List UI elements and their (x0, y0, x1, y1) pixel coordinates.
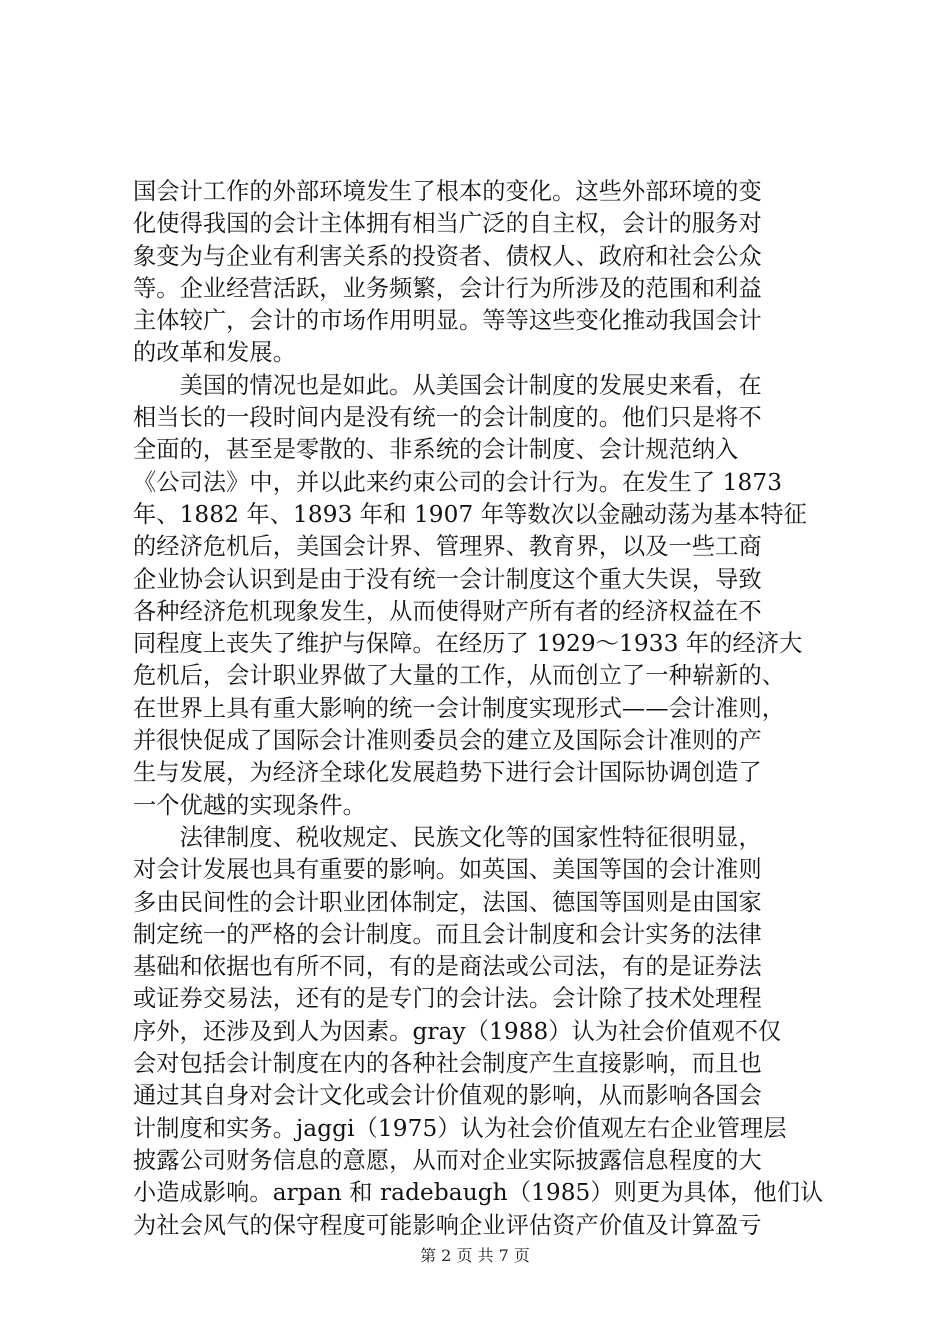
text-line: 计制度和实务。jaggi（1975）认为社会价值观左右企业管理层 (133, 1114, 787, 1142)
text-line: 化使得我国的会计主体拥有相当广泛的自主权，会计的服务对 (133, 210, 762, 238)
text-line: 企业协会认识到是由于没有统一会计制度这个重大失误，导致 (133, 565, 762, 593)
text-line: 各种经济危机现象发生，从而使得财产所有者的经济权益在不 (133, 597, 762, 625)
text-line: 国会计工作的外部环境发生了根本的变化。这些外部环境的变 (133, 178, 762, 205)
text-line: 制定统一的严格的会计制度。而且会计制度和会计实务的法律 (133, 920, 762, 948)
text-line: 序外，还涉及到人为因素。gray（1988）认为社会价值观不仅 (133, 1017, 782, 1045)
text-line: 年、1882 年、1893 年和 1907 年等数次以金融动荡为基本特征 (133, 500, 807, 528)
text-line: 一个优越的实现条件。 (133, 791, 366, 819)
text-line: 披露公司财务信息的意愿，从而对企业实际披露信息程度的大 (133, 1146, 762, 1174)
page-footer: 第 2 页 共 7 页 (420, 1246, 530, 1265)
text-line: 同程度上丧失了维护与保障。在经历了 1929～1933 年的经济大 (133, 630, 803, 658)
text-line: 美国的情况也是如此。从美国会计制度的发展史来看，在 (133, 371, 762, 399)
text-line: 危机后，会计职业界做了大量的工作，从而创立了一种崭新的、 (133, 662, 786, 690)
text-line: 或证券交易法，还有的是专门的会计法。会计除了技术处理程 (133, 985, 762, 1013)
text-line: 相当长的一段时间内是没有统一的会计制度的。他们只是将不 (133, 404, 762, 432)
text-line: 会对包括会计制度在内的各种社会制度产生直接影响，而且也 (133, 1050, 762, 1078)
text-line: 多由民间性的会计职业团体制定，法国、德国等国则是由国家 (133, 888, 762, 916)
body-text (133, 176, 823, 1242)
text-line: 法律制度、税收规定、民族文化等的国家性特征很明显， (133, 823, 762, 851)
text-line: 生与发展，为经济全球化发展趋势下进行会计国际协调创造了 (133, 759, 762, 787)
text-line: 通过其自身对会计文化或会计价值观的影响，从而影响各国会 (133, 1082, 762, 1110)
text-line: 全面的，甚至是零散的、非系统的会计制度、会计规范纳入 (133, 436, 739, 464)
text-line: 并很快促成了国际会计准则委员会的建立及国际会计准则的产 (133, 727, 762, 755)
text-line: 对会计发展也具有重要的影响。如英国、美国等国的会计准则 (133, 856, 762, 884)
text-line: 在世界上具有重大影响的统一会计制度实现形式——会计准则， (133, 694, 786, 722)
text-line: 主体较广，会计的市场作用明显。等等这些变化推动我国会计 (133, 307, 762, 335)
text-line: 为社会风气的保守程度可能影响企业评估资产价值及计算盈亏 (133, 1211, 762, 1239)
text-line: 的经济危机后，美国会计界、管理界、教育界，以及一些工商 (133, 533, 762, 561)
text-line: 小造成影响。arpan 和 radebaugh（1985）则更为具体，他们认 (133, 1179, 824, 1207)
text-line: 基础和依据也有所不同，有的是商法或公司法，有的是证券法 (133, 953, 762, 981)
text-line: 象变为与企业有利害关系的投资者、债权人、政府和社会公众 (133, 242, 762, 270)
text-line: 等。企业经营活跃，业务频繁，会计行为所涉及的范围和利益 (133, 274, 762, 302)
text-line: 的改革和发展。 (133, 339, 297, 367)
text-line: 《公司法》中，并以此来约束公司的会计行为。在发生了 1873 (133, 468, 783, 496)
